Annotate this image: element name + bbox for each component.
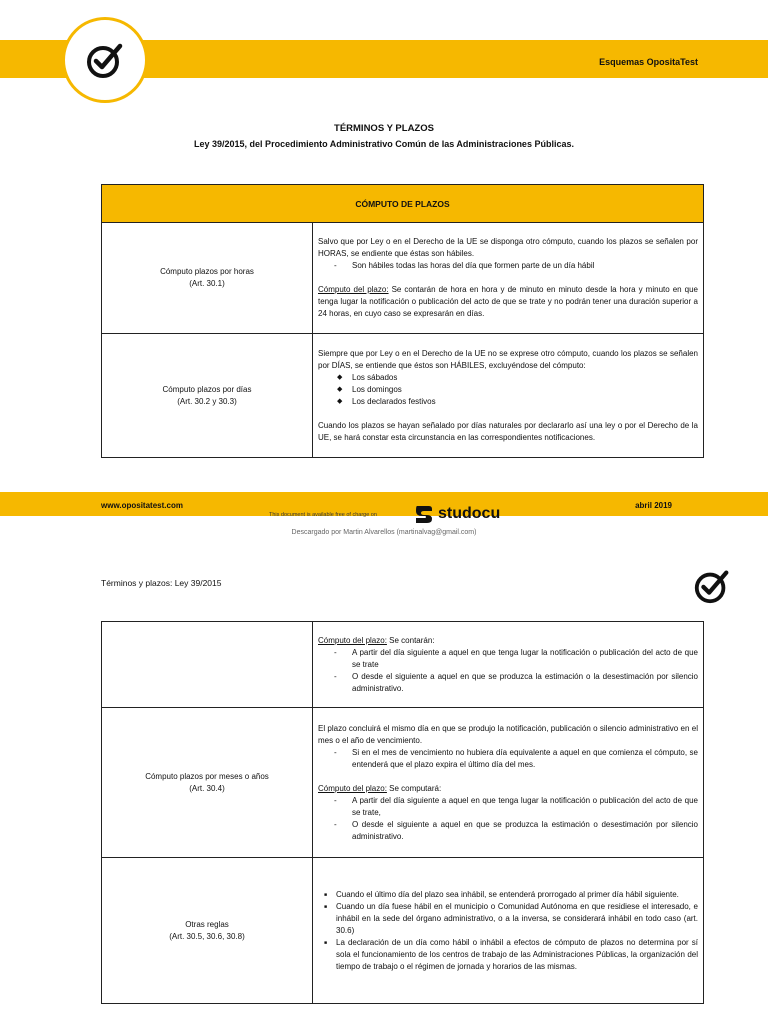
row-closing: Cuando los plazos se hayan señalado por días naturales por declararlo así una ley o por el Derecho de la UE, se hará constar esta circunstancia en las correspondientes notificaciones.: [318, 420, 698, 442]
list-item: ■ Cuando el último día del plazo sea inhábil, se entenderá prorrogado al primer día hábil siguiente.: [318, 889, 698, 901]
check-circle-icon: [84, 39, 126, 81]
computo-label: Cómputo del plazo:: [318, 635, 387, 645]
list-item: - O desde el siguiente a aquel en que se produzca la estimación o desestimación por silencio administrativo.: [318, 819, 698, 843]
downloaded-by: Descargado por Martin Alvarellos (martinalvag@gmail.com): [291, 529, 477, 536]
computo-text: Se contarán:: [386, 635, 435, 645]
row-content: [313, 334, 704, 458]
table-header: CÓMPUTO DE PLAZOS: [102, 185, 704, 223]
running-head: Términos y plazos: Ley 39/2015: [101, 578, 222, 588]
row-label: [102, 708, 313, 858]
list-item: ◆ Los domingos: [318, 384, 698, 396]
row-label-title: Otras reglas: [185, 919, 229, 929]
row-label-title: Cómputo plazos por meses o años: [145, 771, 269, 781]
table-row: [102, 858, 704, 1004]
dash-list: [318, 647, 698, 695]
row-label-ref: (Art. 30.2 y 30.3): [177, 396, 237, 406]
computo-paragraph: [318, 783, 698, 795]
studocu-wordmark: studocu: [438, 505, 501, 522]
document-title: TÉRMINOS Y PLAZOS: [334, 123, 434, 134]
row-label-ref: (Art. 30.1): [189, 279, 225, 288]
computo-text: Se computará:: [386, 783, 442, 793]
row-label: [102, 223, 313, 334]
row-label: [102, 858, 313, 1004]
table-row: [102, 708, 704, 858]
footer-website-link[interactable]: www.opositatest.com: [101, 501, 183, 510]
dash-list: [318, 747, 698, 771]
row-intro: El plazo concluirá el mismo día en que se produjo la notificación, publicación o silencio administrativo en el mes o el año de vencimiento.: [318, 723, 698, 745]
logo: [692, 566, 732, 611]
document-subtitle: Ley 39/2015, del Procedimiento Administrativo Común de las Administraciones Públicas.: [194, 139, 574, 149]
row-intro: Siempre que por Ley o en el Derecho de la UE no se exprese otro cómputo, cuando los plazos se señalen por DÍAS, se entiende que éstos son HÁBILES, excluyéndose del cómputo:: [318, 348, 698, 370]
list-item: - A partir del día siguiente a aquel en que tenga lugar la notificación o publicación del acto de que se trate,: [318, 795, 698, 819]
row-content: [313, 223, 704, 334]
computo-table-page1: [101, 184, 704, 458]
row-label: [102, 334, 313, 458]
table-row: [102, 622, 704, 708]
computo-paragraph: [318, 635, 698, 647]
computo-label: Cómputo del plazo:: [318, 783, 387, 793]
list-item: ■ Cuando un día fuese hábil en el municipio o Comunidad Autónoma en que residiese el interesado, e inhábil en la sede del órgano administrativo, o a la inversa, se considerará inhábil en todo caso (art. 30.6): [318, 901, 698, 937]
row-content: [313, 858, 704, 1004]
computo-paragraph: [318, 284, 698, 320]
list-item: - O desde el siguiente a aquel en que se produzca la estimación o la desestimación por silencio administrativo.: [318, 671, 698, 695]
list-item: - Son hábiles todas las horas del día que formen parte de un día hábil: [318, 260, 698, 272]
studocu-icon: [413, 503, 435, 525]
row-label-ref: (Art. 30.4): [189, 783, 225, 793]
dash-list: [318, 260, 698, 272]
list-item: ■ La declaración de un día como hábil o inhábil a efectos de cómputo de plazos no determina por sí sola el funcionamiento de los centros de trabajo de las Administraciones Públicas, la organización del tiempo de trabajo o el régimen de jornada y horarios de las mismas.: [318, 937, 698, 973]
header-brand: Esquemas OpositaTest: [599, 57, 698, 67]
footer-date: abril 2019: [635, 501, 672, 510]
row-label-ref: (Art. 30.5, 30.6, 30.8): [169, 931, 245, 941]
row-label-title: Cómputo plazos por días: [162, 384, 252, 394]
list-item: - Si en el mes de vencimiento no hubiera día equivalente a aquel en que comienza el cómputo, se entenderá que el plazo expira el último día del mes.: [318, 747, 698, 771]
promo-text: This document is available free of charge on: [269, 512, 377, 518]
row-content: [313, 622, 704, 708]
logo: [62, 17, 148, 103]
bullet-list: [318, 889, 698, 973]
row-content: [313, 708, 704, 858]
table-row: [102, 334, 704, 458]
row-label-title: Cómputo plazos por horas: [160, 267, 254, 276]
dash-list: [318, 795, 698, 843]
list-item: ◆ Los sábados: [318, 372, 698, 384]
list-item: ◆ Los declarados festivos: [318, 396, 698, 408]
table-row: [102, 223, 704, 334]
list-item: - A partir del día siguiente a aquel en que tenga lugar la notificación o publicación del acto de que se trate: [318, 647, 698, 671]
diamond-list: [318, 372, 698, 408]
row-intro: Salvo que por Ley o en el Derecho de la UE se disponga otro cómputo, cuando los plazos se señalen por HORAS, se endiente que éstas son hábiles.: [318, 237, 698, 258]
check-circle-icon: [692, 566, 732, 606]
computo-label: Cómputo del plazo:: [318, 285, 389, 294]
row-label: [102, 622, 313, 708]
computo-text: Se contarán de hora en hora y de minuto en minuto desde la hora y minuto en que tenga lugar la notificación o publicación del acto de que se trate y no podrán tener una duración superior a 24 horas, en cuyo caso se expresarán en días.: [318, 285, 699, 318]
studocu-logo[interactable]: [413, 503, 500, 525]
computo-table-page2: [101, 621, 704, 1004]
